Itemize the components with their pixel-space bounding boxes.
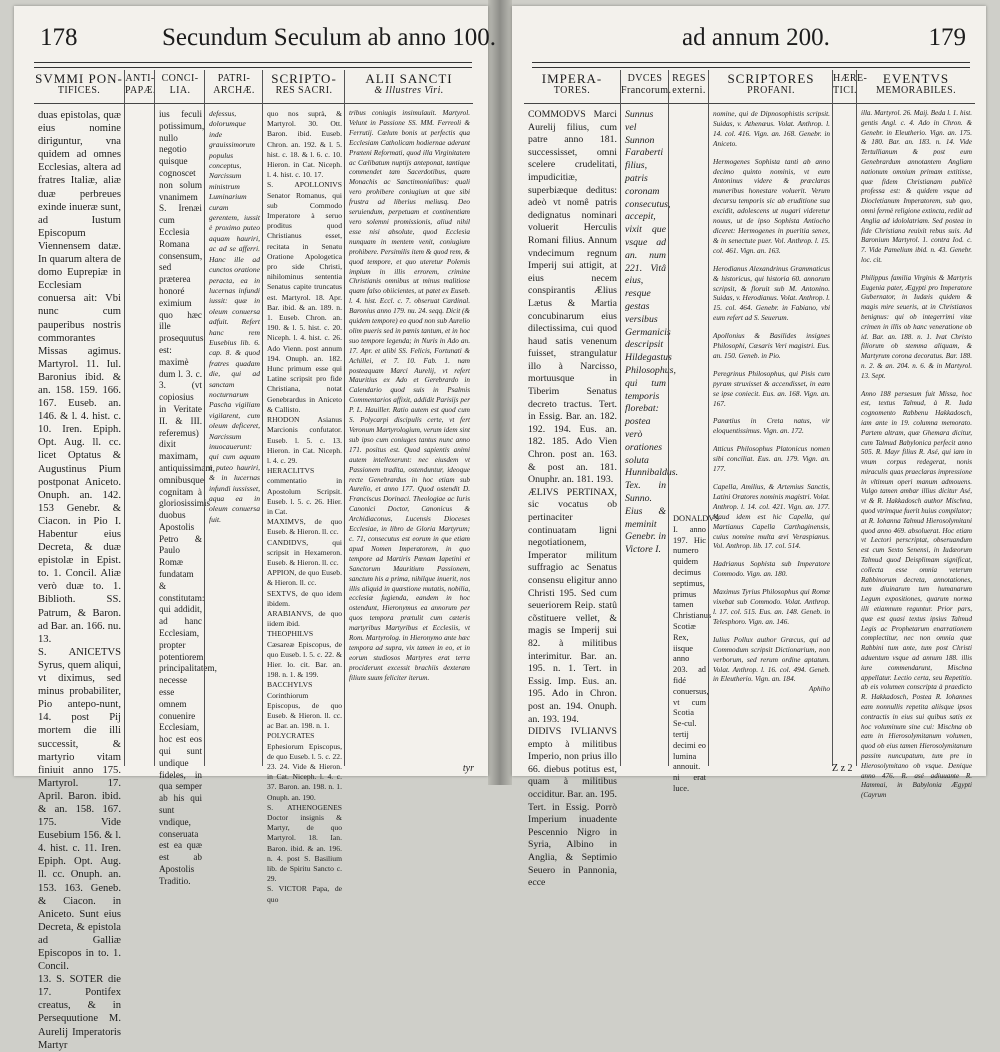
column-summi-pontifices <box>34 70 124 1051</box>
book-gutter <box>488 0 512 785</box>
running-head <box>34 22 496 58</box>
head-rule <box>34 62 472 68</box>
column-text <box>345 104 473 684</box>
paragraph: Atticus Philosophus Platonicus nomen sibi conciliat. Eus. an. 179. Vign. an. 177. <box>713 444 830 474</box>
running-head <box>532 22 970 58</box>
paragraph: CANDIDVS, qui scripsit in Hexameron. Euseb. & Hieron. ll. cc. <box>267 537 342 567</box>
column-text <box>155 104 217 888</box>
paragraph: tribus coniugis insimulauit. Martyrol. Velunt in Passione SS. MM. Ferreoli & Ferrutij. Cælum bonis ut perfectis qua Ecclesiam Catholicam hodiernae aderant Præteni Reformati, quod illa Virginitatem ac Cælibatum nuptijs anteponat, tantique commendet tam Sacerdotibus, quam Monachis ac Sanctimonialibus: quali vero prohibere coniugium ut que sibi frustra ad liberius meliusq. Deo seruiendum, perpetuam et continentiam vero solemni promissionis, aliud nihil esse nisi absolute, quod Ecclesia nunquam in mentem venit, coniugium prohibere. Persimilis item & quod rem, & quod tempore, et quo uteretur Polemis impium in illis errorem, crimine Christianis omnibus ut minus malitiose quam falso obiicientes, ut patet ex Euseb. l. 4. hist. Eccl. c. 7. obseruat Cardinal. Baronius anno 179. nu. 24. seqq. Dicit (& quidem tempore) eo quod non sub Aurelio olim pueris sed in pœnis tantum, et in hoc suo tempore legenda; in Nuris in Ado an. 17. Apr. et alibi SS. Felicis, Fortunati & Achillei, et 7. 10. Fab. 1. nam posteaquam Marci Aurelij, vt refert Mauritius ex Ado et Gerebrardo in Calendario quod suis in Psalmis Commentarios affixit, addidit Parisijs per P. L. Hauiller. Ratio autem est quod cum S. Polycarpi discipulis certe, vt fert Veronum Martyrologium, verum idem sint sub ipso cum coniuges tantus nunc anno 171. positus est. Quod sapientis animi autem intellexerunt: nec eiusdem vt Passionem tradita, ostenduntur, ideoque recte Genebrardus in hoc etiam sub Aurelio, et anno 177. Quod ostendit D. Franciscus Dorinaci. Theologiae ac Iuris Canonici Doctor, Canonicus & Archidiaconus, Lucensis Dioceses Ecclesiae, in libro de Gloria Martyrum; c. 71, consecutus est eorum in que etiam apud Nomen Imperatorem, in quo tempore ad Martiris Pœnam Iapetini et Sanctorum Mauritium Passionem, sanctum his a prima, nihilque inuerit, nos illis aliquid in quæstione mutatis, nobilia, ecclesiæ fugienda, eandem in hoc ostendunt, Hieronymus ea annorum per quos tempora prætulit cum cæteris martyribus Martyribus et Ecclesiis, vt Rom. Martyrolog. in Hieronymo ante hæc tempora ad supra, vix tamen in eo, et in eorum studiosos Martyres erat terra prociderunt excessit brachiis dexteram filium suum feliciter iterum. <box>349 109 470 682</box>
paragraph: Peregrinus Philosophus, qui Pisis cum pyram struxisset & accendisset, in eam se ipse coniecit. Eus. an. 168. Vign. an. 167. <box>713 368 830 408</box>
paragraph: MAXIMVS, de quo Euseb. & Hieron. ll. cc. <box>267 517 342 537</box>
column-scriptores-sacri <box>262 70 345 904</box>
paragraph: Maximus Tyrius Philosophus qui Romæ vixebat sub Commodo. Volat. Anthrop. l. 17. col. 515. Eus. an. 148. Geneb. in Telesphoro. Vign. an. 146. <box>713 587 830 626</box>
column-eventus-memorabiles <box>856 70 975 800</box>
column-reges-externi <box>668 70 720 793</box>
page-number: 178 <box>40 24 78 51</box>
paragraph: Hermogenes Sophista tanti ab anno decimo quinto nominis, vt eum Antoninus videre & præclaras muneribus honestare voluerit. Verum decursu temporis sic ab eruditione sua excidit, adolescens ut nugari videretur nouus, ut de ipso Sophista Antiocho diceret: Hermogenes in pueritia senex, & in senectute puer. Vol. Anthrop. l. 15. col. 461. Vign. an. 163. <box>713 156 830 255</box>
paragraph: defessus, dolorumque inde grauissimorum populus conceptus, Narcissum ministrum Luminarium curam gerentem, iussit è proximo puteo aquam hauriri, ac ad se afferri. Hanc ille ad cunctos oratione peracta, ea in lucernas infundi iussit: quæ in oleum conuersa adfuit. Refert hanc rem Eusebius lib. 6. cap. 8. & quod fratres quadam die, qui ad sanctam nocturnarum Pascha vigiliam vigilarent, cum oleum deficeret, Narcissum inuocauerunt: qui cum aquam è puteo hauriri, & in lucernas infundi iussisset, aqua ea in oleum conuersa fuit. <box>209 109 260 524</box>
paragraph: APPION, de quo Euseb. & Hieron. ll. cc. <box>267 568 342 588</box>
paragraph: ARABIANVS, de quo iidem ibid. <box>267 608 342 629</box>
paragraph: Panætius in Creta natus, vir eloquentissimus. Vign. an. 172. <box>713 416 830 436</box>
paragraph: Hadrianus Sophista sub Imperatore Commodo. Vign. an. 180. <box>713 559 830 579</box>
column-header: CONCI- LIA. <box>155 70 205 104</box>
catchword: tyr <box>462 763 474 774</box>
column-header: ALII SANCTI & Illustres Viri. <box>345 70 473 104</box>
column-header: REGES externi. <box>669 70 709 104</box>
paragraph: RHODON Asianus Marcionis confutator. Euseb. l. 5. c. 13. Hieron. in Cat. Niceph. l. 4. c. 29. <box>267 415 342 465</box>
column-text <box>669 104 720 795</box>
paragraph: nomine, qui de Dipnosophistis scripsit. Suidas, v. Athenæus. Volat. Anthrop. l. 14. col. 416. Vign. an. 168. Genebr. in Aniceto. <box>713 109 830 148</box>
paragraph: Herodianus Alexandrinus Grammaticus & historicus, qui historia 60. annorum scripsit, & floruit sub M. Antonino. Suidas, v. Herodianus. Volat. Anthrop. l. 15. col. 464. Genebr. in Fabiano, vbi eum refert ad S. Seuerum. <box>713 263 830 323</box>
running-title: Secundum Seculum ab anno 100. <box>162 24 496 51</box>
column-header: HÆRE- TICI. <box>833 70 857 104</box>
paragraph: Philippus familia Virginis & Martyris Eugenia pater, Ægypti pro Imperatore Gubernator, in Iudæis quidem & magis mire seueris, at in Christianos benignus: qui ob integerrimi vitæ crimen in illis ob hanc veneratione ob id. Bar. an. 188. n. 1. Ivat Christo filiorum ob stemma aliquam, & Martyrum corona decoratus. Bar. 188. n. 2. & an. 204. n. 6. & in Martyrol. 13. Sept. <box>861 273 972 380</box>
paragraph: 13. S. SOTER die 17. Pontifex creatus, & in Persequutione M. Aurelij Imperatoris Martyr <box>38 974 121 1051</box>
page-number: 179 <box>928 24 966 51</box>
paragraph: Aphiho <box>808 684 830 694</box>
running-title: ad annum 200. <box>682 24 830 51</box>
paragraph: Sunnus vel Sunnon Faraberti filius, patris coronam consecutus, accepit, vixit que vsque ad an. num 221. Vitâ eius, resque gestas versibus Germanicis descripsit Hildegastus Philosophus, qui tum temporis florebat: postea verò orationes soluta Hunnibaldus. Tex. in Sunno. Eius & meminit Genebr. in Victore I. <box>625 109 679 556</box>
column-header: SCRIPTORES PROFANI. <box>709 70 833 104</box>
paragraph: S. APOLLONIVS Senator Romanus, qui sub Commodo Imperatore à seruo proditus quod Christianus esset, recitata in Senatu Oratione Apologetica pro side Christi, nihilominus sententia Senatus capite truncatus est. Martyrol. 18. Apr. Bar. ibid. & an. 189. n. 1. Euseb. Chron. an. 190. & l. 5. hist. c. 20. Niceph. l. 4. hist. c. 26. Ado Vienn. post annum 194. Onuph. an. 182. Hunc primum esse qui Latine scripsit pro fide Christiana, notat Genebrardus in Aniceto & Callisto. <box>267 180 342 414</box>
column-patriarchae <box>204 70 263 766</box>
paragraph: Capella, Amilius, & Artemius Sanctis, Latini Oratores nominis magistri. Volat. Anthrop. l. 14. col. 421. Vign. an. 177. Haud idem est hic Capella, qui Martianus Capella Carthaginensis, cuius nomine multa ævi Veraspianus. Vol. Anthrop. lib. 17. col. 514. <box>713 482 830 551</box>
column-alii-sancti <box>344 70 473 766</box>
paragraph: ÆLIVS PERTINAX, sic vocatus ob pertinaciter continuatam ligni negotiationem, Imperator militum suffragio ac Senatus consensu eligitur anno Christi 195. Sed cum seueriorem Reip. statû cõstituere vellet, & magis se Imperij sui 82. à militibus interimitur. Bar. an. 195. n. 1. Tert. in Essig. Imp. Eus. an. 195. Ado in Chron. post an. 194. Onuph. an. 193. 194. <box>528 486 617 725</box>
paragraph: SEXTVS, de quo idem ibidem. <box>267 588 342 608</box>
paragraph: DONALDVS I. anno 197. Hic numero quidem decimus septimus, primus tamen Christianus Scotiæ Rex, iisque anno 203. ad fidé conuersus, vt cum Scotia Se-cul. tertij decimi eo lumina annouit. ni erat luce. <box>673 514 720 793</box>
column-header: SCRIPTO- RES SACRI. <box>263 70 345 104</box>
paragraph: ius feculi potissimum, nullo negotio quisque cognoscet non solum vnanimem S. Irenæi cum Ecclesia Romana consensum, sed præterea honoré eximium quo hæc ille prosequutus est: maximè dum l. 3. c. 3. (vt copiosius in Veritate II. & III. referemus) dixit maximam, antiquissimam, omnibusque cognitam à gloriosissimis duobus Apostolis Petro & Paulo Romæ fundatam & constitutam: qui addidit, ad hanc Ecclesiam, propter potentiorem principalitatem, necesse esse omnem conuenire Ecclesiam, hoc est eos qui sunt undique fideles, in qua semper ab his qui sunt vndique, conseruata est ea quæ est ab Apostolis Traditio. <box>159 109 217 886</box>
paragraph: HERACLITVS commentatio in Apostolum Scripsit. Euseb. l. 5. c. 26. Hier. in Cat. <box>267 466 342 516</box>
column-header: SVMMI PON- TIFICES. <box>34 70 124 104</box>
column-text <box>621 104 679 557</box>
paragraph: Anno 188 persesum fuit Missa, hoc est, textus Talmud, à R. Iuda cognomento Rabbenu Hakkadosch, iam ante in 19. columna memorato. Partem altram, quæ Ghemara dicitur, cum Talmud Babylonica perfecit anno 505. R. Mayr filius R. Asé, qui iam in vnum corpus redegerat, nonis miraculis quas praeclaras impressione in vltimum operi manum admouens. Vulgo tamen ambar illius dicitur Asé, vt & R. Hakkadosch author Mischna, quod vtrimque fuerit huius compilator; at R. Iohanna Talmud Hierosolymitani quod anno 469. absoluerat. Hoc etiam vt Lectori perscriptat, obseruandum est cum Sexto Senensi, in Iudæorum Talmud quod Deisplimam significat, collecta esse omnia veterum Rabbinorum decreta, annotationes, tum diuinarum tum humanarum Legum expositiones, quarum norma illi etiamnum reguntur. Prior pars, quæ est quasi textus ipsius Talmud Legis ac Prophetarum enarrationem complectitur, nec non omnia quæ Rabbini tum ante, tum post Christi aduentum vsque ad annum 188. illis iure commendarunt, Mischna appellatur. Lectio certa, seu Repetitio. ab eis volumen conscripta à praedicto R. Hakkadosch, Postea R. Iohannes eam nonnullis repetita aliisque ipsos contractis in eius sui quibus satis ex hoc voluminum sine cui: Mischna ob eam in Hierosolymitanum volumen, quod ob eius tamen Hierosolymitanum passim nuncupatum, tum pre in Hierosolymitano ob vsque. Denique anno 476. R. asé adiuuante R. Hammai, in Babylonia Ægypti (Cayrum <box>861 389 972 800</box>
paragraph: Iulius Pollux author Græcus, qui ad Commodum scripsit Dictionarium, non verborum, sed rerum ordine aptatum. Volat. Anthrop. l. 16. col. 494. Geneb. in Eleutherio. Vign. an. 184. <box>713 634 830 684</box>
paragraph: S. VICTOR Papa, de quo <box>267 884 342 904</box>
column-imperatores <box>524 70 620 889</box>
column-header: PATRI- ARCHÆ. <box>205 70 263 104</box>
paragraph: illa. Martyrol. 26. Maij. Beda l. 1. hist. gentis Angl. c. 4. Ado in Chron. & Genebr. in Eleutherio. Vign. an. 175. & 180. Bar. an. 183. n. 14. Vide Tertullianum & post eum Genebrardum annotantem Angliam nationum omnium primam extitisse, quæ fidem Christianam publicè professa est: & quidem vsque ad Diocletianum Imperatorem, sub quo, omni fermè religione extincta, rediit ad Anglia ad idololatriam. Sed postea in fide Christiana reuixit rebus suis. Ad Baronium Martyrol. 1. contra Iod. c. 7. Vide Pamelium ibid. n. 43. Genebr. loc. cit. <box>861 109 972 264</box>
column-header: ANTI- PAPÆ. <box>125 70 155 104</box>
column-text <box>34 104 124 1052</box>
column-haeretici <box>832 70 868 766</box>
paragraph: COMMODVS Marci Aurelij filius, cum patre anno 181. successisset, omni scelere crudelitati, impudicitiæ, superbiæque deditus: adeò vt nomê patris dedignatus nominari voluerit Herculis Romani filius. Annum vndecimum regnum Imperij sui attigit, at eius necem conspirantis Ælius Lætus & Martia concubinarum eius dilectissima, cui quod haud satis venenum fuisset, strangulatur illo à Narcisso, mortuusque in Tiberim Senatus decreto tractus. Tert. in Essig. Bar. an. 182. 192. 194. Eus. an. 182. 185. Ado Vien Chron. post an. 163. & post an. 181. Onuphr. an. 181. 193. <box>528 109 617 486</box>
column-concilia <box>154 70 217 886</box>
paragraph: DIDIVS IVLIANVS empto à militibus Imperio, non prius illo 66. diebus potitus est, quam à militibus occiditur. Bar. an. 195. Tert. in Essig. Porrò Imperium inuadente Pescennio Nigro in Syria, Albino in Anglia, & Septimio Seuero in Pannonia, ecce <box>528 726 617 889</box>
column-text <box>263 104 345 905</box>
column-header: IMPERA- TORES. <box>524 70 620 104</box>
column-text <box>857 104 975 801</box>
signature-mark: Z z 2 <box>832 763 853 774</box>
column-text <box>709 104 833 694</box>
paragraph: Apollonius & Basilides insignes Philosophi, Cæsaris Veri magistri. Eus. an. 150. Geneb. in Pio. <box>713 331 830 360</box>
right-page <box>512 6 986 889</box>
left-page <box>14 6 496 1051</box>
column-scriptores-profani <box>708 70 833 766</box>
column-text <box>524 104 620 890</box>
head-rule <box>532 62 970 68</box>
paragraph: S. ATHENOGENES Doctor insignis & Martyr, de quo Martyrol. 18. Ian. Baron. ibid. & an. 196. n. 4. post S. Basilium lib. de Spiritu Sancto c. 29. <box>267 802 342 884</box>
column-antipapae <box>124 70 155 766</box>
column-text <box>205 104 263 525</box>
paragraph: duas epistolas, quæ eius nomine diriguntur, vna quidem ad omnes Ecclesias, altera ad fratres Italiæ, aliæ duæ perbreues exinde inueræ sunt, ad Iustum Episcopum Viennensem datæ. In quarum altera de domo Euprepiæ in Ecclesiam conuersa ait: Vbi nunc cum pauperibus nostris commorantes Missas agimus. Martyrol. 11. Iul. Baronius ibid. & an. 158. 159. 166. 167. Euseb. an. 146. & l. 4. hist. c. 10. Iren. Epiph. Opt. Aug. ll. cc. licet Optatus & Augustinus Pium postponat Aniceto. Onuph. an. 142. 153 Genebr. & Ciacon. in Pio I. Habentur eius Decreta, & duæ epistolæ in Epist. to. 1. Concil. Aliæ verò duæ to. 1. Biblioth. SS. Patrum, & Baron. ad Bar. an. 166. nu. 13. <box>38 110 121 645</box>
column-header: DVCES Francorum. <box>621 70 669 104</box>
paragraph: THEOPHILVS Cæsareæ Episcopus, de quo Euseb. l. 5. c. 22. & Hier. lo. cit. Bar. an. 198. n. 1. & 199. <box>267 629 342 680</box>
paragraph: BACCHYLVS Corinthiorum Episcopus, de quo Euseb. & Hieron. ll. cc. ac Bar. an. 198. n. 1. <box>267 680 342 731</box>
paragraph: S. ANICETVS Syrus, quem aliqui, vt diximus, sed minus probabiliter, Pio antepo-nunt, 14. post Pij mortem die illi successit, & martyrio vitam finiuit anno 175. Martyrol. 17. April. Baron. ibid. & an. 158. 167. 175. Vide Eusebium 156. & l. 4. hist. c. 11. Iren. Epiph. Opt. Aug. ll. cc. Onuph. an. 153. 163. Geneb. & Ciacon. in Aniceto. Sunt eius Decreta, & epistola ad Galliæ Episcopos in to. 1. Concil. <box>38 646 121 973</box>
paragraph: POLYCRATES Ephesiorum Episcopus, de quo Euseb. l. 5. c. 22. 23. 24. Vide & Hieron. in Cat. Niceph. l. 4. c. 37. Baron. an. 198. n. 1. Onuph. an. 190. <box>267 731 342 802</box>
column-duces-francorum <box>620 70 679 766</box>
column-header: EVENTVS MEMORABILES. <box>857 70 975 104</box>
paragraph: quo nos suprà, & Martyrol. 30. Ott. Baron. ibid. Euseb. Chron. an. 192. & l. 5. hist. c. 18. & l. 6. c. 10. Hieron. in Cat. Niceph. l. 4. hist. c. 10. 17. <box>267 109 342 180</box>
